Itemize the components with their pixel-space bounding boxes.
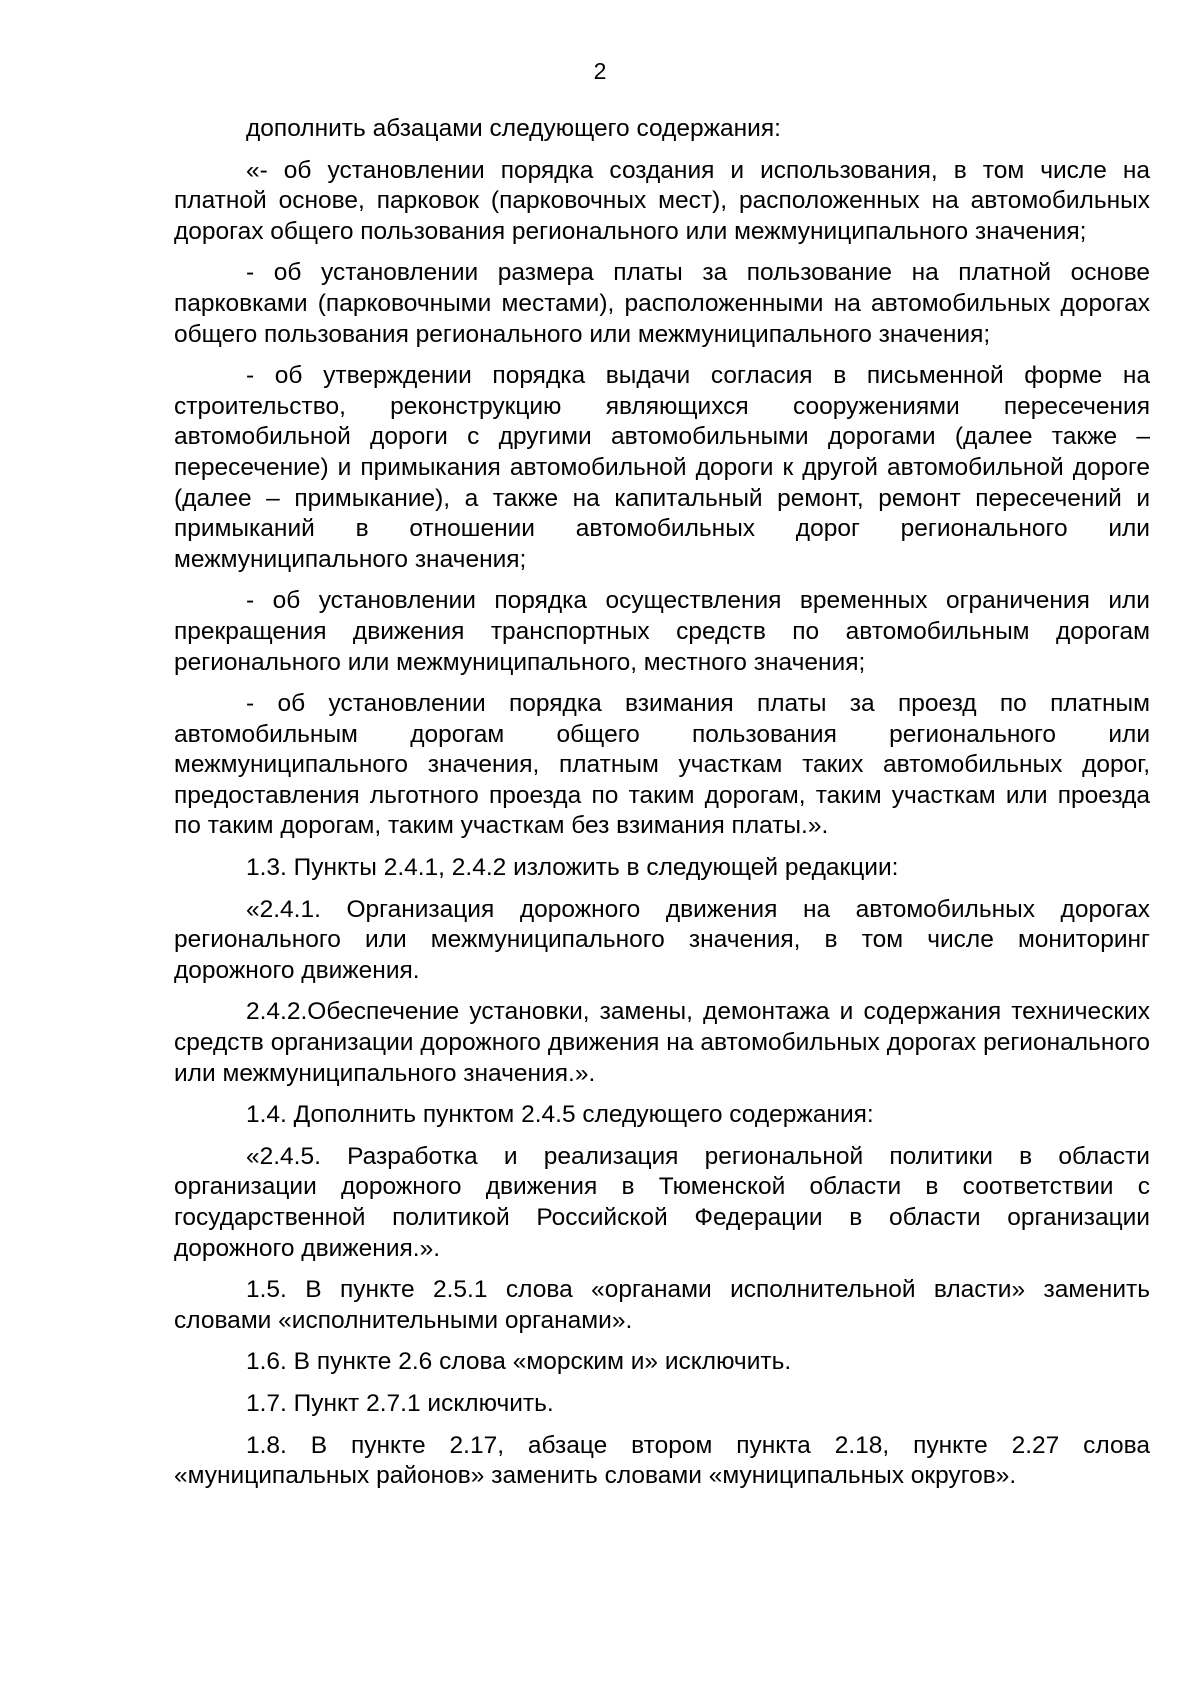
paragraph-parking-procedure: «- об установлении порядка создания и использования, в том числе на платной основе, парковок (парковочных мест), расположенных на автомобильных дорогах общего пользования регионального или межмуниципального значения; — [174, 156, 1150, 245]
paragraph-item-1-8: 1.8. В пункте 2.17, абзаце втором пункта 2.18, пункте 2.27 слова «муниципальных районов» заменить словами «муниципальных округов». — [174, 1431, 1150, 1490]
paragraph-item-1-6: 1.6. В пункте 2.6 слова «морским и» исключить. — [246, 1348, 792, 1376]
paragraph-parking-fee: - об установлении размера платы за пользование на платной основе парковками (парковочными местами), расположенными на автомобильных дорогах общего пользования регионального или межмуниципального значения; — [174, 259, 1150, 348]
paragraph-item-2-4-1: «2.4.1. Организация дорожного движения на автомобильных дорогах регионального или межмуниципального значения, в том числе мониторинг дорожного движения. — [174, 895, 1150, 984]
paragraph-item-2-4-2: 2.4.2.Обеспечение установки, замены, демонтажа и содержания технических средств организации дорожного движения на автомобильных дорогах регионального или межмуниципального значения.». — [174, 998, 1150, 1087]
paragraph-toll-procedure: - об установлении порядка взимания платы за проезд по платным автомобильным дорогам общего пользования регионального или межмуниципального значения, платным участкам таких автомобильных дорог, предоставления льготного проезда по таким дорогам, таким участкам или проезда по таким дорогам, таким участкам без взимания платы.». — [174, 690, 1150, 840]
document-body — [174, 114, 1150, 1503]
paragraph-item-1-7: 1.7. Пункт 2.7.1 исключить. — [246, 1389, 554, 1417]
paragraph-item-1-4: 1.4. Дополнить пунктом 2.4.5 следующего содержания: — [246, 1101, 874, 1129]
page-number: 2 — [593, 58, 607, 84]
paragraph-intro: дополнить абзацами следующего содержания: — [246, 115, 781, 142]
paragraph-item-1-3: 1.3. Пункты 2.4.1, 2.4.2 изложить в следующей редакции: — [246, 854, 899, 882]
paragraph-intersection-consent: - об утверждении порядка выдачи согласия в письменной форме на строительство, реконструкцию являющихся сооружениями пересечения автомобильной дороги с другими автомобильными дорогами (далее также – пересечение) и примыкания автомобильной дороги к другой автомобильной дороге (далее – примыкание), а также на капитальный ремонт, ремонт пересечений и примыканий в отношении автомобильных дорог регионального или межмуниципального значения; — [174, 362, 1150, 573]
paragraph-item-2-4-5: «2.4.5. Разработка и реализация региональной политики в области организации дорожного движения в Тюменской области в соответствии с государственной политикой Российской Федерации в области организации дорожного движения.». — [174, 1142, 1150, 1262]
paragraph-item-1-5: 1.5. В пункте 2.5.1 слова «органами исполнительной власти» заменить словами «исполнительными органами». — [174, 1276, 1150, 1334]
paragraph-traffic-restriction: - об установлении порядка осуществления временных ограничения или прекращения движения транспортных средств по автомобильным дорогам регионального или межмуниципального, местного значения; — [174, 587, 1150, 676]
